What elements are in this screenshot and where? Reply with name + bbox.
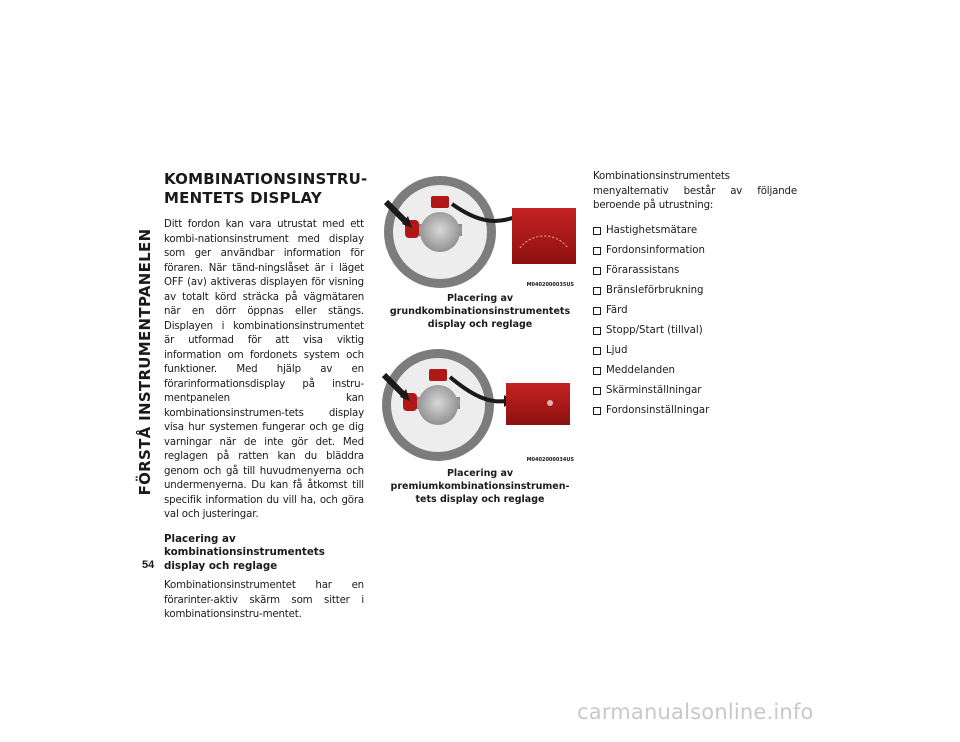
subsection-paragraph: Kombinationsinstrumentet har en förarinter-aktiv skärm som sitter i kombinationsinstru-mentet.	[164, 580, 364, 620]
figure-code: M0402000035US	[526, 282, 574, 288]
figure-caption: Placering av grundkombinationsinstrumentets display och reglage	[389, 293, 571, 330]
cluster-display-enlarged	[512, 208, 576, 264]
side-title-text: FÖRSTÅ INSTRUMENTPANELEN	[136, 228, 154, 496]
menu-list-item-label: Skärminställningar	[606, 385, 702, 396]
wheel-hub	[420, 212, 460, 252]
intro-paragraph: Ditt fordon kan vara utrustat med ett kombi-nationsinstrument med display som ger användbar information för föraren. När tänd-ningslåset är i läget OFF (av) aktiveras displayen för visning av totalt körd sträcka på vägmätaren när en dörr öppnas eller stängs. Displayen i kombinationsinstrumentet är utformad för att visa viktig information om fordonets system och funktioner. Med hjälp av en förarinformationsdisplay på instru-mentpanelen kan kombinationsinstrumen-tets display visa hur systemen fungerar och ge dig varningar när de inte gör det. Med reglagen på ratten kan du bläddra genom och gå till huvudmenyerna och undermenyerna. Du kan få åtkomst till specifik information du vill ha, och göra val och justeringar.	[164, 219, 364, 520]
menu-list-item-label: Fordonsinformation	[606, 245, 705, 256]
menu-list-item-label: Förarassistans	[606, 265, 680, 276]
menu-list-item-label: Ljud	[606, 345, 628, 356]
menu-list-item-label: Färd	[606, 305, 628, 316]
menu-list-item-label: Meddelanden	[606, 365, 675, 376]
menu-list-item	[593, 381, 797, 401]
checkbox-icon	[593, 307, 601, 315]
menu-list-item	[593, 401, 797, 421]
menu-list-item	[593, 281, 797, 301]
subsection-heading: Placering av kombinationsinstrumentets display och reglage	[164, 532, 325, 572]
menu-intro: Kombinationsinstrumentets menyalternativ består av följande beroende på utrustning:	[593, 171, 797, 211]
cluster-display-enlarged	[506, 383, 570, 425]
figures-column	[380, 172, 580, 506]
cluster-display-small	[429, 369, 447, 381]
menu-list-item	[593, 301, 797, 321]
menu-list-item	[593, 341, 797, 361]
menu-list-item	[593, 261, 797, 281]
figure-basic-cluster	[380, 172, 580, 331]
figure-premium-cluster	[380, 347, 580, 506]
menu-list-item-label: Bränsleförbrukning	[606, 285, 704, 296]
watermark: carmanualsonline.info	[577, 700, 814, 724]
checkbox-icon	[593, 347, 601, 355]
checkbox-icon	[593, 367, 601, 375]
menu-column	[593, 170, 797, 421]
left-column	[164, 170, 368, 623]
checkbox-icon	[593, 387, 601, 395]
menu-list-item-label: Fordonsinställningar	[606, 405, 710, 416]
checkbox-icon	[593, 327, 601, 335]
menu-list-item	[593, 241, 797, 261]
menu-list-item	[593, 321, 797, 341]
steering-wheel-illustration-basic	[380, 172, 580, 290]
cluster-display-small	[431, 196, 449, 208]
menu-list-item	[593, 221, 797, 241]
steering-wheel-illustration-premium	[380, 347, 580, 465]
menu-list	[593, 221, 797, 421]
side-section-title	[132, 172, 158, 552]
menu-list-item	[593, 361, 797, 381]
figure-caption: Placering av premiumkombinationsinstrumen-tets display och reglage	[390, 468, 570, 505]
wheel-hub	[418, 385, 458, 425]
checkbox-icon	[593, 407, 601, 415]
checkbox-icon	[593, 287, 601, 295]
menu-list-item-label: Stopp/Start (tillval)	[606, 325, 703, 336]
checkbox-icon	[593, 267, 601, 275]
page-number: 54	[142, 559, 155, 571]
section-heading: KOMBINATIONSINSTRU- MENTETS DISPLAY	[164, 170, 368, 207]
checkbox-icon	[593, 247, 601, 255]
checkbox-icon	[593, 227, 601, 235]
figure-code: M0402000034US	[526, 457, 574, 463]
menu-list-item-label: Hastighetsmätare	[606, 225, 698, 236]
